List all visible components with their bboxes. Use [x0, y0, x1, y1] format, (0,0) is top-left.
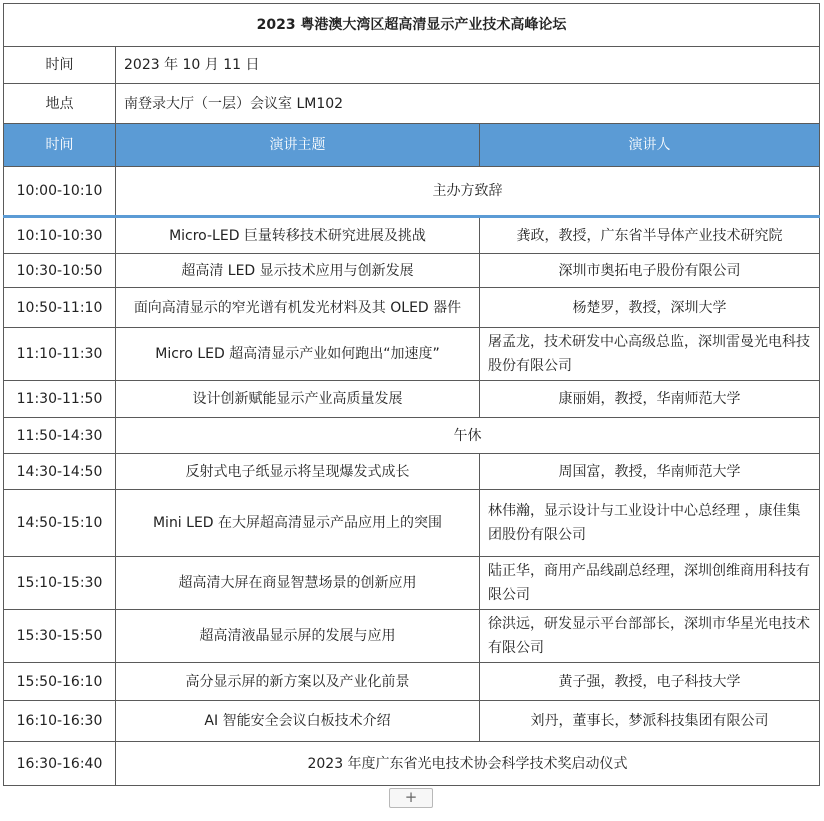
row-time: 10:00-10:10 — [4, 167, 116, 217]
row-speaker: 深圳市奥拓电子股份有限公司 — [480, 254, 820, 288]
table-row — [4, 701, 820, 742]
row-speaker: 陆正华，商用产品线副总经理，深圳创维商用科技有限公司 — [480, 557, 820, 610]
info-label-location: 地点 — [4, 84, 116, 124]
table-row — [4, 254, 820, 288]
row-topic: Mini LED 在大屏超高清显示产品应用上的突围 — [116, 490, 480, 557]
row-topic: AI 智能安全会议白板技术介绍 — [116, 701, 480, 742]
info-label-time: 时间 — [4, 47, 116, 84]
row-speaker: 杨楚罗，教授，深圳大学 — [480, 288, 820, 328]
table-row — [4, 328, 820, 381]
table-row — [4, 742, 820, 786]
row-topic: 午休 — [116, 418, 820, 454]
row-topic: 主办方致辞 — [116, 167, 820, 217]
row-speaker: 龚政，教授，广东省半导体产业技术研究院 — [480, 217, 820, 254]
row-time: 11:50-14:30 — [4, 418, 116, 454]
row-time: 16:10-16:30 — [4, 701, 116, 742]
row-topic: 面向高清显示的窄光谱有机发光材料及其 OLED 器件 — [116, 288, 480, 328]
row-topic: Micro LED 超高清显示产业如何跑出“加速度” — [116, 328, 480, 381]
add-row-button[interactable]: + — [389, 788, 433, 808]
row-topic: 反射式电子纸显示将呈现爆发式成长 — [116, 454, 480, 490]
row-speaker: 康丽娟，教授，华南师范大学 — [480, 381, 820, 418]
header-topic: 演讲主题 — [116, 124, 480, 167]
row-time: 14:30-14:50 — [4, 454, 116, 490]
row-time: 10:10-10:30 — [4, 217, 116, 254]
row-time: 14:50-15:10 — [4, 490, 116, 557]
row-time: 16:30-16:40 — [4, 742, 116, 786]
row-speaker: 屠孟龙，技术研发中心高级总监，深圳雷曼光电科技股份有限公司 — [480, 328, 820, 381]
header-speaker: 演讲人 — [480, 124, 820, 167]
info-value-location: 南登录大厅（一层）会议室 LM102 — [116, 84, 820, 124]
table-row — [4, 288, 820, 328]
row-time: 15:50-16:10 — [4, 663, 116, 701]
row-topic: 超高清 LED 显示技术应用与创新发展 — [116, 254, 480, 288]
table-row — [4, 490, 820, 557]
row-time: 15:10-15:30 — [4, 557, 116, 610]
info-value-date: 2023 年 10 月 11 日 — [116, 47, 820, 84]
table-row — [4, 217, 820, 254]
row-topic: Micro-LED 巨量转移技术研究进展及挑战 — [116, 217, 480, 254]
row-topic: 高分显示屏的新方案以及产业化前景 — [116, 663, 480, 701]
table-row — [4, 610, 820, 663]
row-time: 10:30-10:50 — [4, 254, 116, 288]
table-row — [4, 418, 820, 454]
row-time: 15:30-15:50 — [4, 610, 116, 663]
row-speaker: 徐洪远，研发显示平台部部长，深圳市华星光电技术有限公司 — [480, 610, 820, 663]
row-speaker: 黄子强，教授，电子科技大学 — [480, 663, 820, 701]
table-row — [4, 663, 820, 701]
table-row — [4, 167, 820, 217]
row-topic: 超高清大屏在商显智慧场景的创新应用 — [116, 557, 480, 610]
row-topic: 超高清液晶显示屏的发展与应用 — [116, 610, 480, 663]
row-speaker: 刘丹，董事长，梦派科技集团有限公司 — [480, 701, 820, 742]
row-speaker: 林伟瀚，显示设计与工业设计中心总经理 ，康佳集团股份有限公司 — [480, 490, 820, 557]
row-topic: 设计创新赋能显示产业高质量发展 — [116, 381, 480, 418]
page-title: 2023 粤港澳大湾区超高清显示产业技术高峰论坛 — [4, 4, 820, 47]
table-row — [4, 454, 820, 490]
row-time: 10:50-11:10 — [4, 288, 116, 328]
table-row — [4, 557, 820, 610]
row-time: 11:10-11:30 — [4, 328, 116, 381]
agenda-table — [3, 3, 820, 786]
table-row — [4, 381, 820, 418]
row-speaker: 周国富，教授，华南师范大学 — [480, 454, 820, 490]
header-time: 时间 — [4, 124, 116, 167]
row-topic: 2023 年度广东省光电技术协会科学技术奖启动仪式 — [116, 742, 820, 786]
row-time: 11:30-11:50 — [4, 381, 116, 418]
